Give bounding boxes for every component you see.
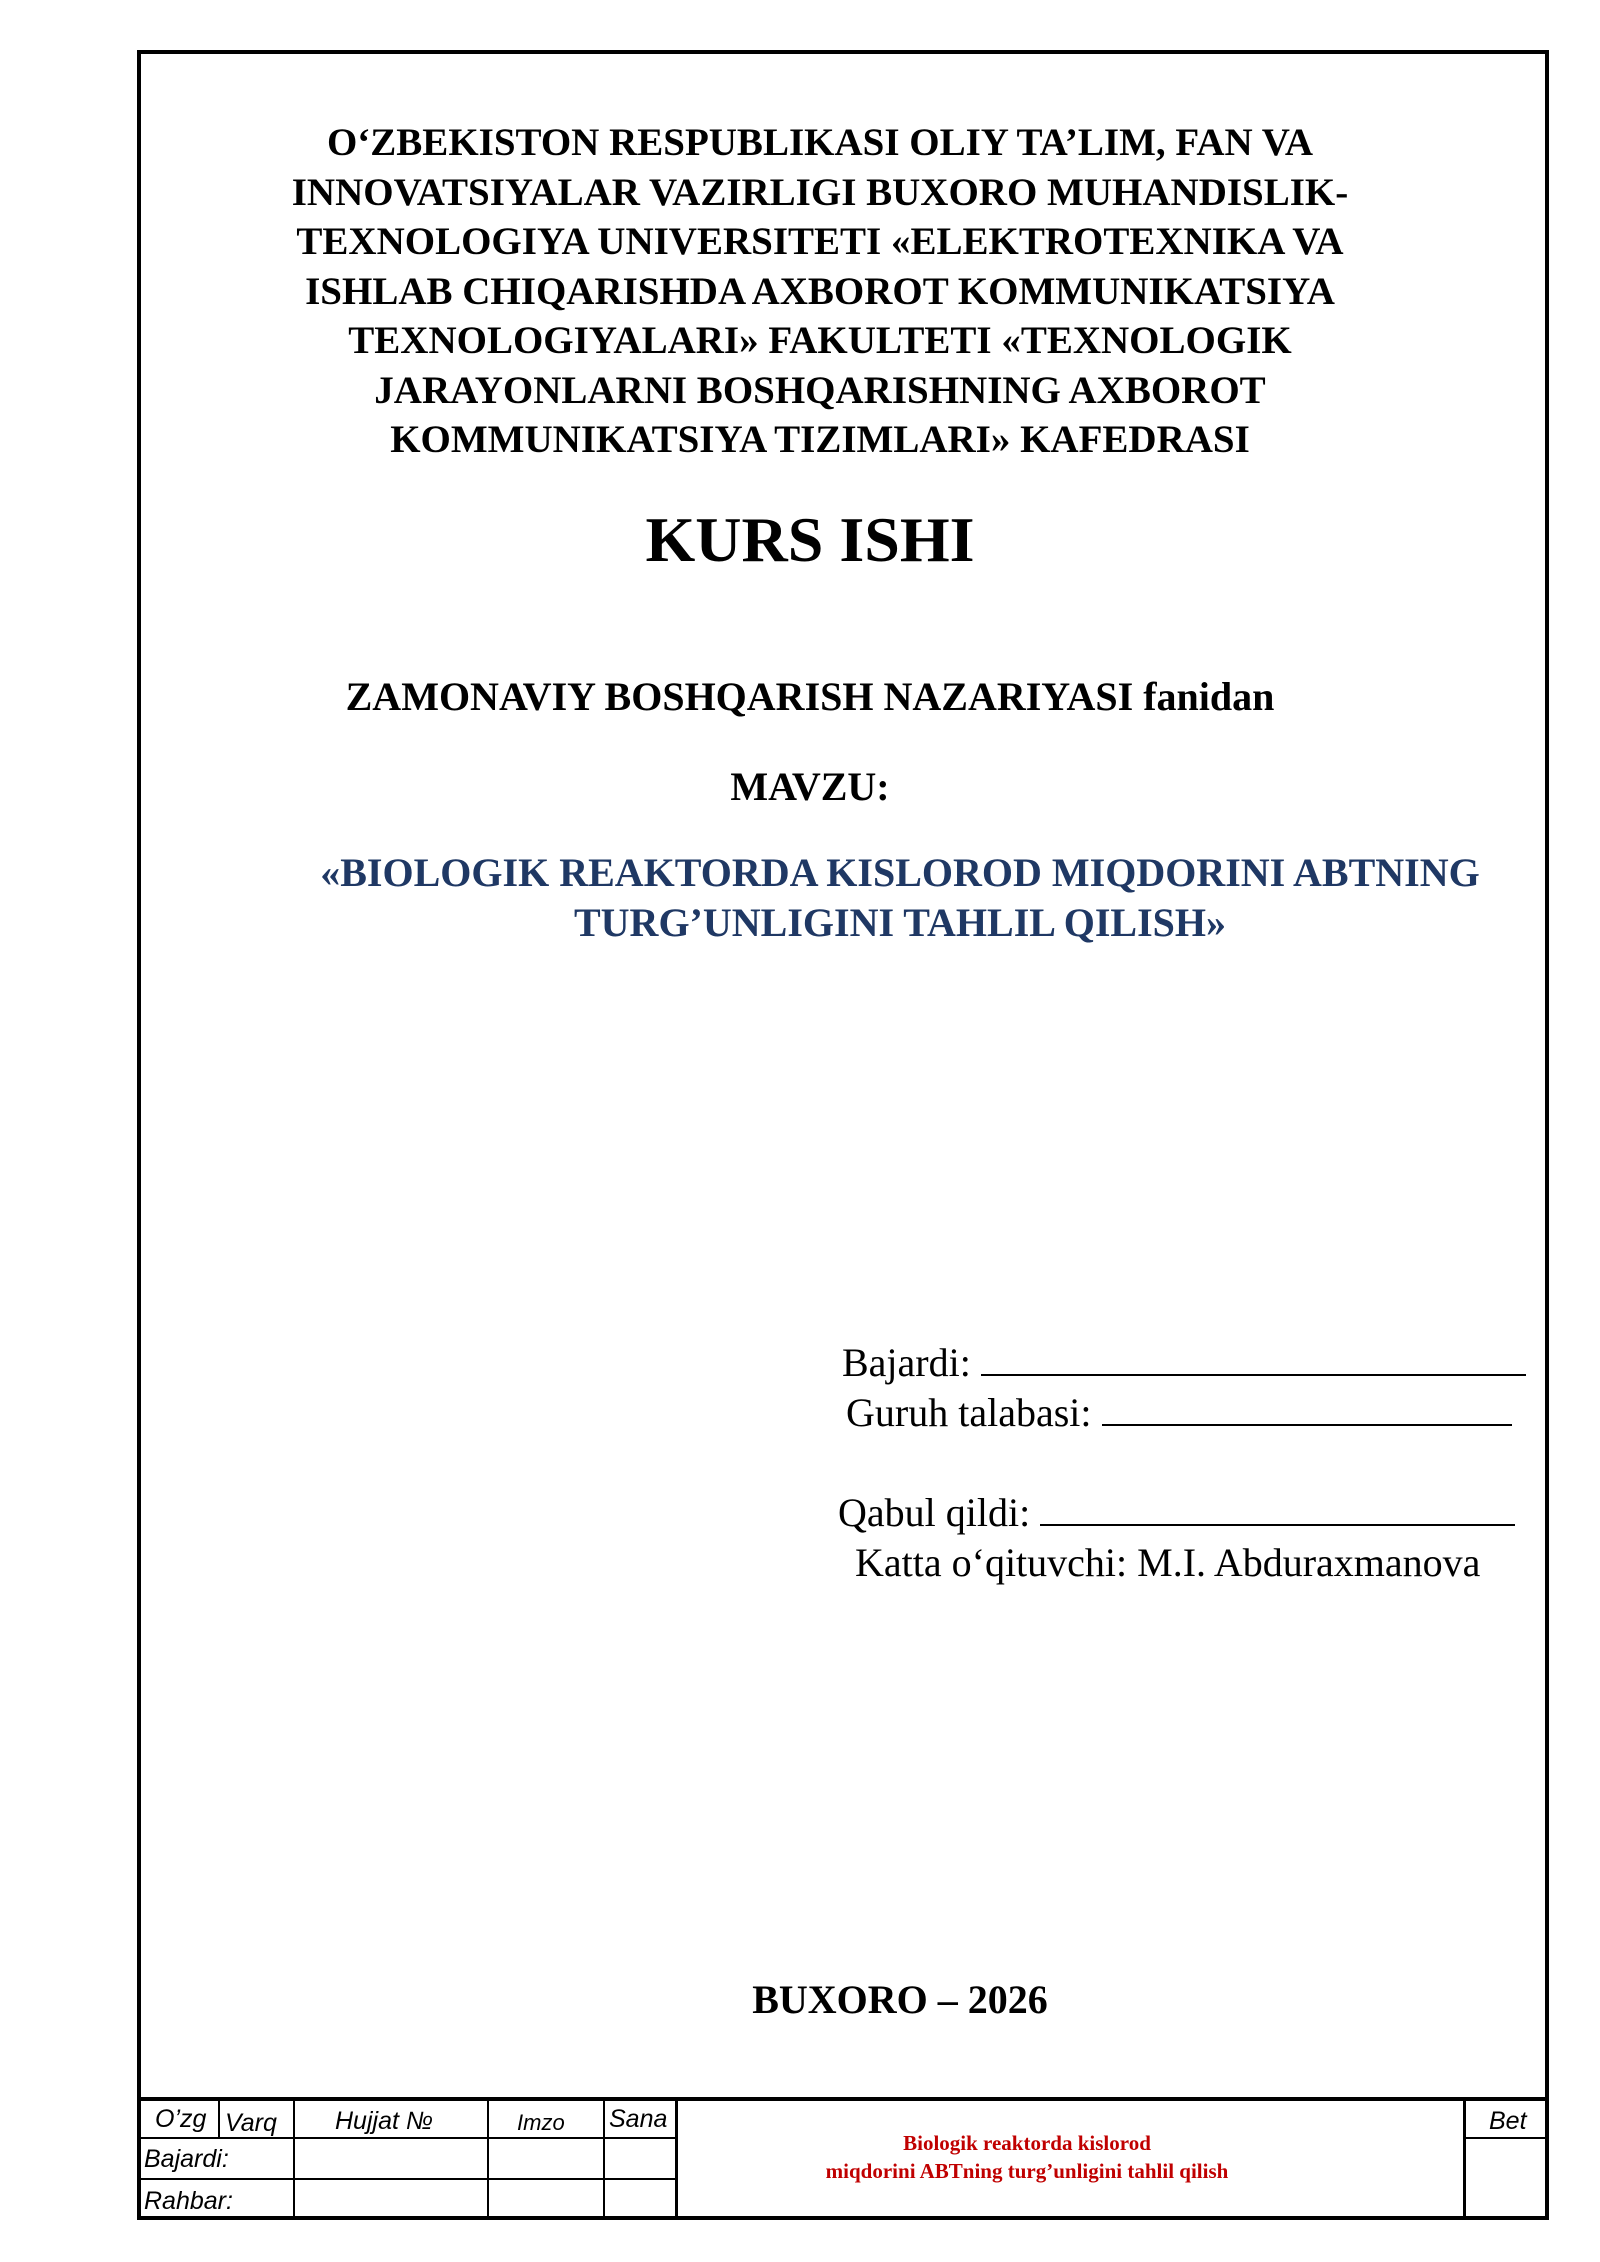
stamp-top-border	[137, 2097, 1549, 2101]
stamp-work-title	[697, 2129, 1357, 2185]
topic-line: TURG’UNLIGINI TAHLIL QILISH»	[573, 900, 1227, 945]
stamp-col-line	[675, 2097, 678, 2220]
accepted-label: Qabul qildi:	[838, 1490, 1031, 1535]
stamp-col-line	[218, 2097, 220, 2137]
institution-line: TEXNOLOGIYA UNIVERSITETI «ELEKTROTEXNIKA VA	[296, 220, 1344, 263]
institution-line: JARAYONLARNI BOSHQARISHNING AXBOROT	[374, 368, 1266, 412]
title-block-stamp	[137, 2097, 1549, 2220]
stamp-row-rahbar: Rahbar:	[144, 2187, 233, 2215]
institution-line: TEXNOLOGIYALARI» FAKULTETI «TEXNOLOGIK	[348, 319, 1292, 362]
stamp-row-line	[137, 2178, 677, 2180]
topic-title	[190, 848, 1600, 948]
group-row	[846, 1388, 1512, 1438]
group-label: Guruh talabasi:	[846, 1390, 1092, 1435]
accepted-row	[838, 1488, 1515, 1538]
done-by-label: Bajardi:	[842, 1340, 971, 1385]
city-year: BUXORO – 2026	[752, 1977, 1048, 2022]
stamp-row-bajardi: Bajardi:	[144, 2145, 229, 2173]
stamp-col-sana: Sana	[609, 2105, 668, 2133]
institution-line: O‘ZBEKISTON RESPUBLIKASI OLIY TA’LIM, FAN VA	[326, 121, 1314, 164]
stamp-col-hujjat: Hujjat №	[335, 2107, 433, 2135]
done-by-row	[842, 1338, 1526, 1388]
stamp-title-line: Biologik reaktorda kislorod	[903, 2131, 1151, 2155]
stamp-col-line	[1463, 2097, 1466, 2220]
stamp-col-imzo: Imzo	[517, 2110, 565, 2135]
done-by-blank-line	[981, 1340, 1526, 1376]
institution-header	[150, 118, 1490, 465]
institution-line: INNOVATSIYALAR VAZIRLIGI BUXORO MUHANDISLIK-	[291, 170, 1349, 214]
subject-line: ZAMONAVIY BOSHQARISH NAZARIYASI fanidan	[345, 674, 1275, 719]
stamp-bet-line	[1465, 2137, 1549, 2139]
stamp-col-line	[603, 2097, 605, 2220]
topic-line: «BIOLOGIK REAKTORDA KISLOROD MIQDORINI ABTNING	[320, 850, 1480, 895]
stamp-col-ozg: O’zg	[155, 2105, 207, 2133]
topic-label: MAVZU:	[730, 764, 890, 809]
stamp-bet: Bet	[1489, 2107, 1527, 2135]
stamp-col-varaq: Varq	[225, 2109, 277, 2137]
institution-line: KOMMUNIKATSIYA TIZIMLARI» KAFEDRASI	[390, 418, 1250, 461]
stamp-title-line: miqdorini ABTning turg’unligini tahlil qilish	[825, 2159, 1229, 2183]
institution-line: ISHLAB CHIQARISHDA AXBOROT KOMMUNIKATSIYA	[305, 269, 1335, 313]
stamp-col-line	[487, 2097, 489, 2220]
teacher-line: Katta o‘qituvchi: M.I. Abduraxmanova	[855, 1540, 1481, 1585]
stamp-row-line	[137, 2137, 677, 2139]
group-blank-line	[1102, 1390, 1512, 1426]
document-type-title: KURS ISHI	[645, 504, 975, 575]
accepted-blank-line	[1040, 1490, 1515, 1526]
stamp-col-line	[293, 2097, 295, 2220]
